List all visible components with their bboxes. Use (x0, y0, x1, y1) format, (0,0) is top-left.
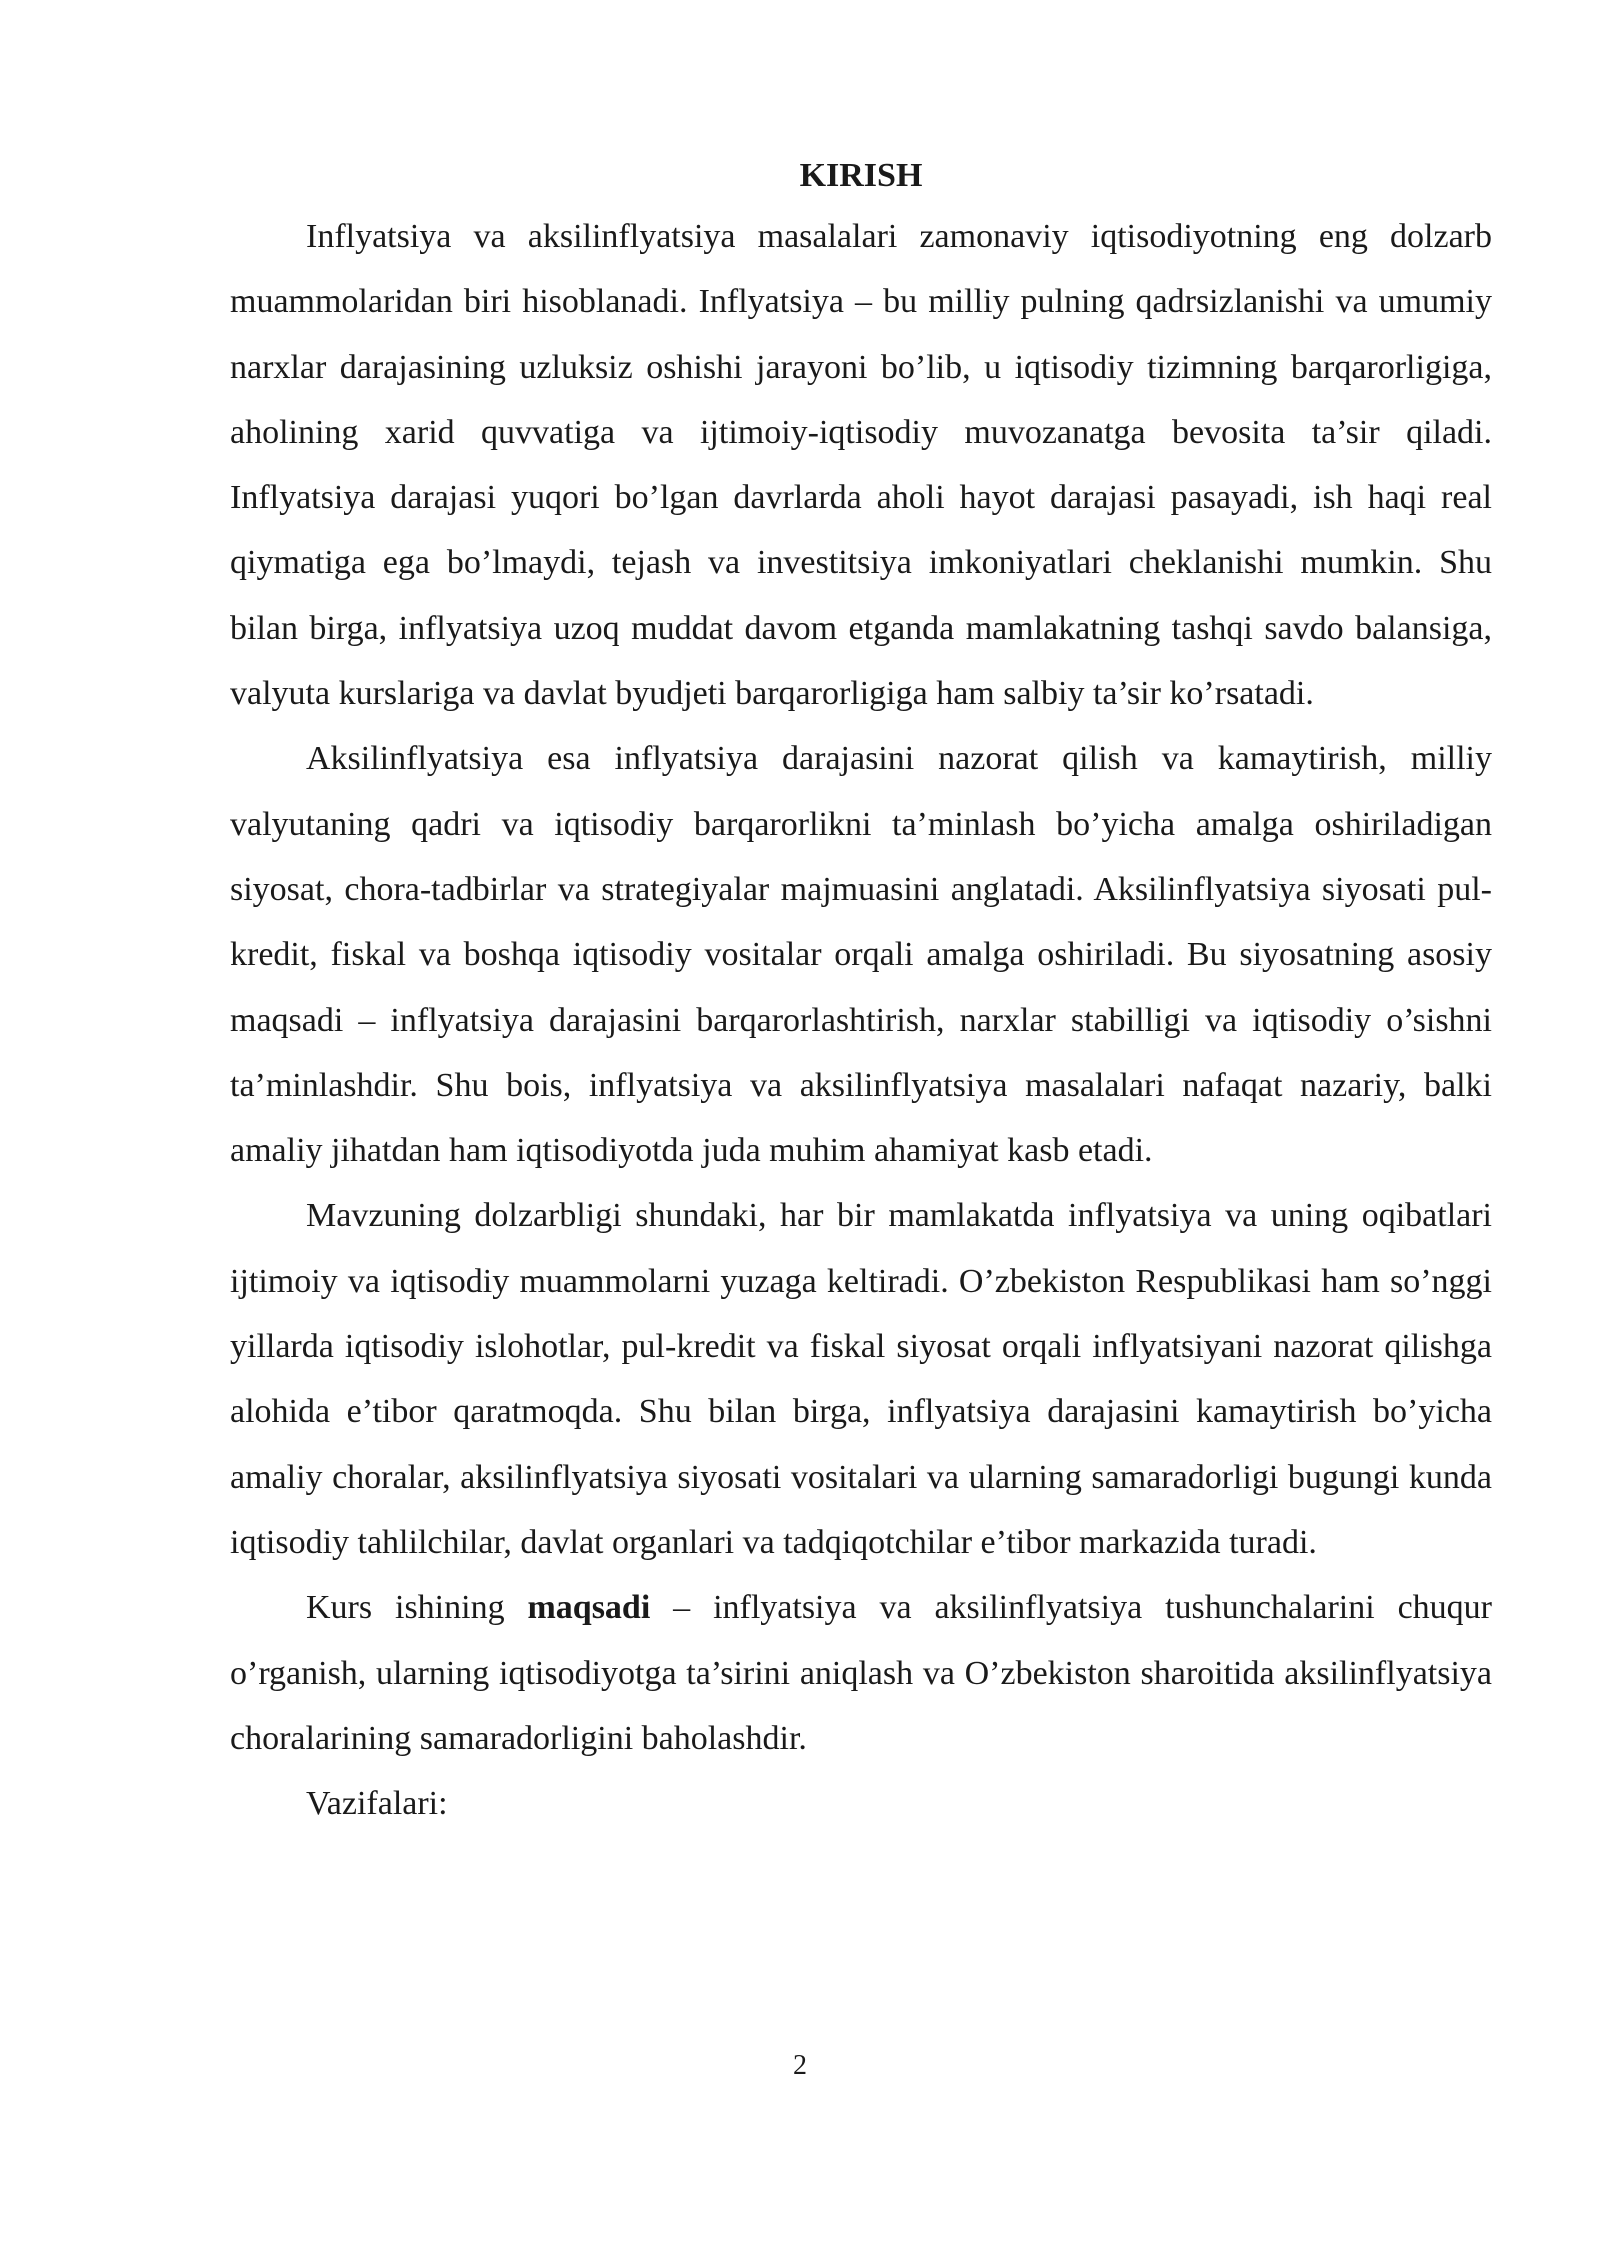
goal-suffix: – inflyatsiya va aksilinflyatsiya tushunchalarini chuqur o’rganish, ularning iqtisodiyotga ta’sirini aniqlash va O’zbekiston sharoitida aksilinflyatsiya choralarining samaradorligini baholashdir. (230, 1589, 1492, 1757)
paragraph-anti-inflation: Aksilinflyatsiya esa inflyatsiya darajasini nazorat qilish va kamaytirish, milliy valyutaning qadri va iqtisodiy barqarorlikni ta’minlash bo’yicha amalga oshiriladigan siyosat, chora-tadbirlar va strategiyalar majmuasini anglatadi. Aksilinflyatsiya siyosati pul-kredit, fiskal va boshqa iqtisodiy vositalar orqali amalga oshiriladi. Bu siyosatning asosiy maqsadi – inflyatsiya darajasini barqarorlashtirish, narxlar stabilligi va iqtisodiy o’sishni ta’minlashdir. Shu bois, inflyatsiya va aksilinflyatsiya masalalari nafaqat nazariy, balki amaliy jihatdan ham iqtisodiyotda juda muhim ahamiyat kasb etadi. (230, 740, 1492, 1170)
goal-keyword: maqsadi (527, 1589, 651, 1627)
paragraph-inflation-intro: Inflyatsiya va aksilinflyatsiya masalalari zamonaviy iqtisodiyotning eng dolzarb muammolaridan biri hisoblanadi. Inflyatsiya – bu milliy pulning qadrsizlanishi va umumiy narxlar darajasining uzluksiz oshishi jarayoni bo’lib, u iqtisodiy tizimning barqarorligiga, aholining xarid quvvatiga va ijtimoiy-iqtisodiy muvozanatga bevosita ta’sir qiladi. Inflyatsiya darajasi yuqori bo’lgan davrlarda aholi hayot darajasi pasayadi, ish haqi real qiymatiga ega bo’lmaydi, tejash va investitsiya imkoniyatlari cheklanishi mumkin. Shu bilan birga, inflyatsiya uzoq muddat davom etganda mamlakatning tashqi savdo balansiga, valyuta kurslariga va davlat byudjeti barqarorligiga ham salbiy ta’sir ko’rsatadi. (230, 218, 1492, 713)
section-title: KIRISH (799, 157, 923, 194)
page-content (230, 148, 1492, 1836)
page-number: 2 (793, 2050, 807, 2081)
goal-prefix: Kurs ishining (306, 1589, 528, 1627)
paragraph-tasks-heading: Vazifalari: (306, 1785, 448, 1823)
paragraph-relevance: Mavzuning dolzarbligi shundaki, har bir mamlakatda inflyatsiya va uning oqibatlari ijtimoiy va iqtisodiy muammolarni yuzaga keltiradi. O’zbekiston Respublikasi ham so’nggi yillarda iqtisodiy islohotlar, pul-kredit va fiskal siyosat orqali inflyatsiyani nazorat qilishga alohida e’tibor qaratmoqda. Shu bilan birga, inflyatsiya darajasini kamaytirish bo’yicha amaliy choralar, aksilinflyatsiya siyosati vositalari va ularning samaradorligi bugungi kunda iqtisodiy tahlilchilar, davlat organlari va tadqiqotchilar e’tibor markazida turadi. (230, 1197, 1492, 1561)
paragraph-goal (230, 1575, 1492, 1771)
